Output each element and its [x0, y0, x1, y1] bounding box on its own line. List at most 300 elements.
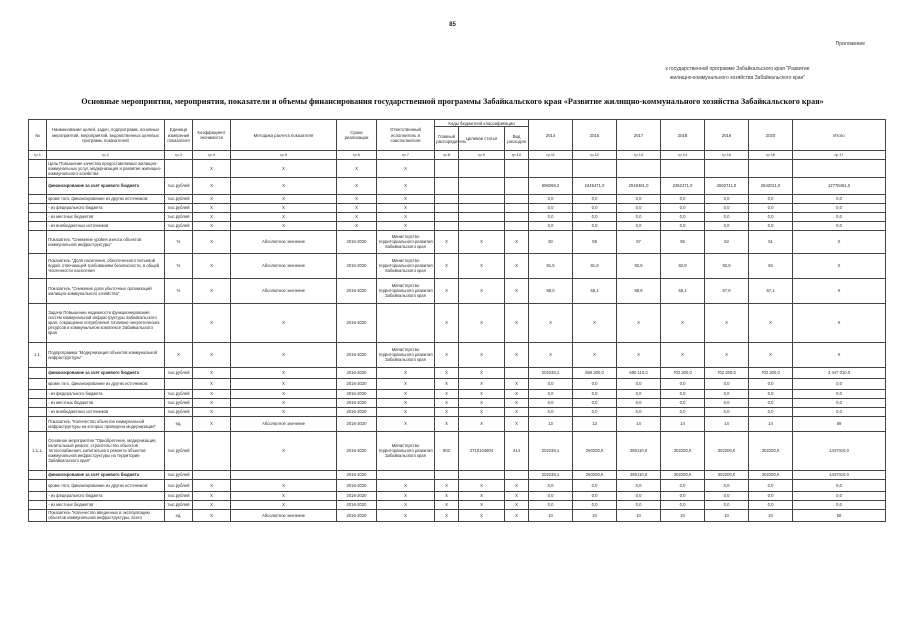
- header-year-2020: 2020: [749, 120, 793, 151]
- row-code-manager: Х: [435, 278, 459, 303]
- row-method: Х: [231, 407, 337, 416]
- row-year-value: [529, 160, 573, 177]
- row-num: [29, 303, 47, 342]
- row-coef: Х: [193, 194, 231, 203]
- row-name: Показатель "Снижение доли убыточных организаций жилищно-коммунального хозяйства": [47, 278, 165, 303]
- row-code-expense: Х: [505, 230, 529, 253]
- row-year-value: 0,0: [617, 407, 661, 416]
- row-num: [29, 407, 47, 416]
- row-year-value: [661, 160, 705, 177]
- row-code-manager: Х: [435, 342, 459, 367]
- row-responsible: Х: [377, 389, 435, 398]
- row-responsible: Х: [377, 212, 435, 221]
- row-responsible: [377, 470, 435, 479]
- row-coef: Х: [193, 212, 231, 221]
- row-code-article: [459, 160, 505, 177]
- column-number: гр.16: [749, 151, 793, 160]
- row-code-manager: Х: [435, 253, 459, 278]
- row-unit: тыс.рублей: [165, 203, 193, 212]
- row-code-expense: [505, 160, 529, 177]
- row-coef: Х: [193, 479, 231, 491]
- row-total: 0,0: [793, 378, 886, 389]
- row-method: Х: [231, 194, 337, 203]
- row-num: [29, 194, 47, 203]
- row-coef: Х: [193, 416, 231, 431]
- header-code-article: Целевая статья: [459, 127, 505, 151]
- row-num: [29, 367, 47, 378]
- row-code-article: Х: [459, 378, 505, 389]
- row-total: Х: [793, 230, 886, 253]
- row-code-expense: Х: [505, 416, 529, 431]
- row-code-manager: [435, 470, 459, 479]
- row-year-value: 0,0: [661, 221, 705, 230]
- row-year-value: 0,0: [573, 479, 617, 491]
- row-name: Цель Повышение качества предоставляемых жилищно-коммунальных услуг, модернизация и развитие жилищно-коммунального хозяйства: [47, 160, 165, 177]
- row-term: Х: [337, 221, 377, 230]
- row-method: Х: [231, 177, 337, 194]
- row-year-value: 202248,1: [529, 431, 573, 470]
- row-code-manager: [435, 177, 459, 194]
- column-number: гр.13: [617, 151, 661, 160]
- table-row: [29, 221, 886, 230]
- header-method: Методика расчета показателя: [231, 120, 337, 151]
- row-unit: тыс.рублей: [165, 212, 193, 221]
- row-year-value: 0,0: [705, 203, 749, 212]
- row-year-value: Х: [661, 303, 705, 342]
- row-term: 2016-2020: [337, 367, 377, 378]
- column-number: гр.14: [661, 151, 705, 160]
- row-year-value: Х: [529, 342, 573, 367]
- row-unit: тыс.рублей: [165, 479, 193, 491]
- row-year-value: 53: [705, 230, 749, 253]
- row-year-value: 81,5: [529, 253, 573, 278]
- row-name: финансирование за счет краевого бюджета: [47, 177, 165, 194]
- row-code-manager: Х: [435, 500, 459, 509]
- row-year-value: 0,0: [529, 203, 573, 212]
- column-number: гр.7: [377, 151, 435, 160]
- row-year-value: 0,0: [529, 500, 573, 509]
- column-number: гр.1: [29, 151, 47, 160]
- table-row: [29, 431, 886, 470]
- row-total: 3 447 010,0: [793, 367, 886, 378]
- row-total: Х: [793, 303, 886, 342]
- row-year-value: 702 200,0: [705, 367, 749, 378]
- header-num: №: [29, 120, 47, 151]
- row-code-manager: [435, 212, 459, 221]
- row-unit: [165, 160, 193, 177]
- row-responsible: Министерство территориального развития Забайкальского края: [377, 253, 435, 278]
- row-year-value: 14: [661, 416, 705, 431]
- row-year-value: Х: [529, 303, 573, 342]
- row-unit: %: [165, 230, 193, 253]
- row-method: Абсолютное значение: [231, 416, 337, 431]
- row-year-value: 0,0: [573, 221, 617, 230]
- row-year-value: 0,0: [617, 389, 661, 398]
- row-total: 0,0: [793, 398, 886, 407]
- row-responsible: Х: [377, 203, 435, 212]
- row-term: Х: [337, 160, 377, 177]
- row-total: 1447010,0: [793, 470, 886, 479]
- row-code-article: Х: [459, 253, 505, 278]
- row-code-expense: Х: [505, 378, 529, 389]
- row-responsible: [377, 303, 435, 342]
- row-year-value: 0,0: [749, 194, 793, 203]
- row-method: Х: [231, 398, 337, 407]
- row-coef: Х: [193, 367, 231, 378]
- row-responsible: Министерство территориального развития Забайкальского края: [377, 431, 435, 470]
- row-year-value: 57,8: [705, 278, 749, 303]
- row-year-value: 0,0: [705, 212, 749, 221]
- row-unit: тыс.рублей: [165, 389, 193, 398]
- row-year-value: 60: [529, 230, 573, 253]
- row-coef: Х: [193, 221, 231, 230]
- row-unit: %: [165, 278, 193, 303]
- row-term: 2016-2020: [337, 398, 377, 407]
- row-year-value: 0,0: [661, 500, 705, 509]
- row-year-value: 0,0: [661, 212, 705, 221]
- row-year-value: 0,0: [529, 194, 573, 203]
- row-num: [29, 253, 47, 278]
- column-number: гр.5: [231, 151, 337, 160]
- row-coef: Х: [193, 177, 231, 194]
- row-year-value: 302200,0: [661, 431, 705, 470]
- row-code-article: Х: [459, 491, 505, 500]
- row-term: 2016-2020: [337, 303, 377, 342]
- row-year-value: 10: [617, 509, 661, 521]
- row-code-expense: [505, 367, 529, 378]
- row-coef: Х: [193, 509, 231, 521]
- row-responsible: Х: [377, 160, 435, 177]
- row-year-value: 290110,0: [617, 470, 661, 479]
- row-method: [231, 470, 337, 479]
- row-unit: тыс.рублей: [165, 221, 193, 230]
- row-year-value: 10: [749, 509, 793, 521]
- row-year-value: 0,0: [573, 378, 617, 389]
- row-code-expense: Х: [505, 303, 529, 342]
- row-total: 0,0: [793, 407, 886, 416]
- row-year-value: 82,6: [617, 253, 661, 278]
- row-year-value: 302200,0: [749, 470, 793, 479]
- row-num: [29, 278, 47, 303]
- row-name: Подпрограмма "Модернизация объектов коммунальной инфраструктуры": [47, 342, 165, 367]
- row-year-value: 0,0: [573, 500, 617, 509]
- row-responsible: Х: [377, 416, 435, 431]
- row-method: Абсолютное значение: [231, 253, 337, 278]
- column-number: гр.8: [435, 151, 459, 160]
- row-total: 12778461,0: [793, 177, 886, 194]
- row-year-value: 58,6: [617, 278, 661, 303]
- row-responsible: Министерство территориального развития Забайкальского края: [377, 230, 435, 253]
- column-number: гр.11: [529, 151, 573, 160]
- row-year-value: [573, 160, 617, 177]
- row-year-value: 690 110,0: [617, 367, 661, 378]
- row-code-manager: [435, 194, 459, 203]
- row-year-value: 0,0: [705, 398, 749, 407]
- row-code-article: 2710104904: [459, 431, 505, 470]
- row-year-value: Х: [661, 342, 705, 367]
- row-name: - из внебюджетных источников: [47, 221, 165, 230]
- table-row: [29, 398, 886, 407]
- row-year-value: 0,0: [529, 479, 573, 491]
- row-name: - из местных бюджетов: [47, 398, 165, 407]
- row-total: Х: [793, 342, 886, 367]
- row-year-value: 0,0: [617, 491, 661, 500]
- row-method: Х: [231, 378, 337, 389]
- row-year-value: 14: [617, 416, 661, 431]
- table-row: [29, 203, 886, 212]
- row-year-value: 202248,1: [529, 367, 573, 378]
- header-year-2017: 2017: [617, 120, 661, 151]
- row-year-value: 0,0: [529, 389, 573, 398]
- row-code-expense: [505, 203, 529, 212]
- row-code-expense: [505, 177, 529, 194]
- row-total: 0,0: [793, 500, 886, 509]
- row-year-value: 0,0: [705, 500, 749, 509]
- row-year-value: Х: [573, 342, 617, 367]
- row-unit: %: [165, 253, 193, 278]
- row-method: Х: [231, 479, 337, 491]
- row-year-value: 0,0: [573, 407, 617, 416]
- row-term: 2016-2020: [337, 253, 377, 278]
- row-year-value: 51: [749, 230, 793, 253]
- row-responsible: Х: [377, 407, 435, 416]
- row-name: Основное мероприятие "Приобретение, модернизация, капитальный ремонт, строительство объектов теплоснабжения, капитального ремонта объектов коммунальной инфраструктуры на территории Забайкальского края": [47, 431, 165, 470]
- attachment-line-2: к государственной программе Забайкальского края "Развитие: [665, 66, 810, 72]
- row-unit: [165, 303, 193, 342]
- row-year-value: 0,0: [749, 407, 793, 416]
- column-number: гр.10: [505, 151, 529, 160]
- row-coef: Х: [193, 407, 231, 416]
- row-num: 1.1.: [29, 342, 47, 367]
- row-code-expense: Х: [505, 407, 529, 416]
- row-year-value: 0,0: [529, 221, 573, 230]
- row-unit: ед.: [165, 416, 193, 431]
- row-responsible: Х: [377, 221, 435, 230]
- row-unit: тыс.рублей: [165, 470, 193, 479]
- row-code-manager: Х: [435, 367, 459, 378]
- row-year-value: Х: [705, 303, 749, 342]
- row-unit: тыс.рублей: [165, 177, 193, 194]
- row-year-value: 0,0: [749, 203, 793, 212]
- row-unit: тыс.рублей: [165, 194, 193, 203]
- header-responsible: Ответственный исполнитель и соисполнители: [377, 120, 435, 151]
- row-method: Х: [231, 431, 337, 470]
- row-name: - из внебюджетных источников: [47, 407, 165, 416]
- header-term: Сроки реализации: [337, 120, 377, 151]
- row-total: 0,0: [793, 389, 886, 398]
- row-code-expense: [505, 470, 529, 479]
- row-responsible: Х: [377, 398, 435, 407]
- row-method: Х: [231, 367, 337, 378]
- row-coef: Х: [193, 378, 231, 389]
- row-total: 50: [793, 509, 886, 521]
- row-unit: тыс.рублей: [165, 431, 193, 470]
- row-responsible: Х: [377, 367, 435, 378]
- row-total: 69: [793, 416, 886, 431]
- row-term: 2016-2020: [337, 470, 377, 479]
- table-body: [29, 151, 886, 522]
- table-row: [29, 389, 886, 398]
- row-num: [29, 203, 47, 212]
- row-method: Х: [231, 342, 337, 367]
- row-unit: тыс.рублей: [165, 398, 193, 407]
- row-total: 0,0: [793, 203, 886, 212]
- header-year-2014: 2014: [529, 120, 573, 151]
- table-row: [29, 509, 886, 521]
- row-code-expense: Х: [505, 342, 529, 367]
- row-code-expense: Х: [505, 253, 529, 278]
- row-term: 2016-2020: [337, 342, 377, 367]
- row-term: Х: [337, 194, 377, 203]
- row-code-expense: Х: [505, 278, 529, 303]
- row-unit: тыс.рублей: [165, 500, 193, 509]
- table-row: [29, 479, 886, 491]
- row-code-expense: Х: [505, 389, 529, 398]
- header-budget-codes: Коды бюджетной классификации: [435, 120, 529, 127]
- row-year-value: 0,0: [529, 491, 573, 500]
- row-method: Х: [231, 389, 337, 398]
- header-code-manager: Главный распорядитель: [435, 127, 459, 151]
- row-code-manager: 902: [435, 431, 459, 470]
- table-row: [29, 407, 886, 416]
- header-year-2018: 2018: [661, 120, 705, 151]
- row-code-article: Х: [459, 389, 505, 398]
- attachment-line-1: Приложение: [835, 41, 865, 47]
- row-year-value: [749, 160, 793, 177]
- row-year-value: 0,0: [749, 212, 793, 221]
- row-name: Задача Повышение надежности функционирования систем коммунальной инфраструктуры Забайкальского края, сокращение потребления топливно-энергетических ресурсов в коммунальном комплексе Забайкальского края: [47, 303, 165, 342]
- row-year-value: 0,0: [749, 491, 793, 500]
- header-year-2019: 2019: [705, 120, 749, 151]
- row-year-value: 0,0: [749, 500, 793, 509]
- column-number: гр.6: [337, 151, 377, 160]
- row-year-value: 0,0: [661, 389, 705, 398]
- row-num: [29, 230, 47, 253]
- row-year-value: 250200,0: [573, 470, 617, 479]
- row-num: 1.1.1.: [29, 431, 47, 470]
- row-code-article: Х: [459, 398, 505, 407]
- row-method: Абсолютное значение: [231, 278, 337, 303]
- row-code-article: Х: [459, 367, 505, 378]
- row-method: Х: [231, 160, 337, 177]
- row-year-value: 0,0: [529, 398, 573, 407]
- row-year-value: 0,0: [661, 378, 705, 389]
- row-term: 2016-2020: [337, 431, 377, 470]
- row-unit: [165, 378, 193, 389]
- table-row: [29, 491, 886, 500]
- page-number: 85: [449, 22, 456, 28]
- row-coef: Х: [193, 342, 231, 367]
- table-row: [29, 253, 886, 278]
- row-code-article: [459, 194, 505, 203]
- row-year-value: 10: [705, 509, 749, 521]
- row-year-value: 13: [529, 416, 573, 431]
- row-responsible: Х: [377, 500, 435, 509]
- row-method: Х: [231, 203, 337, 212]
- row-code-expense: Х: [505, 491, 529, 500]
- row-year-value: Х: [617, 303, 661, 342]
- row-term: 2016-2020: [337, 389, 377, 398]
- header-code-expense: Вид расходов: [505, 127, 529, 151]
- row-term: 2016-2020: [337, 230, 377, 253]
- row-code-manager: [435, 221, 459, 230]
- row-year-value: 0,0: [661, 479, 705, 491]
- row-year-value: 0,0: [529, 212, 573, 221]
- table-row: [29, 367, 886, 378]
- row-name: - из федерального бюджета: [47, 491, 165, 500]
- row-year-value: 0,0: [705, 221, 749, 230]
- row-coef: Х: [193, 500, 231, 509]
- row-code-manager: Х: [435, 378, 459, 389]
- row-method: Х: [231, 491, 337, 500]
- row-code-article: Х: [459, 303, 505, 342]
- row-num: [29, 221, 47, 230]
- row-name: кроме того, финансирование из других источников:: [47, 479, 165, 491]
- document-title: Основные мероприятия, мероприятия, показатели и объемы финансирования государственной программы Забайкальского края «Развитие жилищно-коммунального хозяйства Забайкальского края»: [81, 97, 824, 106]
- row-year-value: 55: [661, 230, 705, 253]
- row-term: 2016-2020: [337, 500, 377, 509]
- row-responsible: Х: [377, 194, 435, 203]
- row-responsible: Министерство территориального развития Забайкальского края: [377, 278, 435, 303]
- row-name: финансирование за счет краевого бюджета: [47, 470, 165, 479]
- row-year-value: 0,0: [617, 479, 661, 491]
- row-year-value: 10: [573, 509, 617, 521]
- row-code-article: Х: [459, 278, 505, 303]
- row-year-value: 81,8: [573, 253, 617, 278]
- row-year-value: 2519481,0: [617, 177, 661, 194]
- table-row: [29, 416, 886, 431]
- row-year-value: 0,0: [661, 407, 705, 416]
- row-year-value: 0,0: [661, 491, 705, 500]
- row-code-manager: Х: [435, 416, 459, 431]
- row-num: [29, 212, 47, 221]
- row-name: - из федерального бюджета: [47, 203, 165, 212]
- row-num: [29, 177, 47, 194]
- row-year-value: 0,0: [749, 389, 793, 398]
- financing-table: [28, 119, 886, 522]
- row-year-value: 0,0: [573, 389, 617, 398]
- row-coef: Х: [193, 253, 231, 278]
- row-year-value: 0,0: [617, 398, 661, 407]
- column-number: гр.12: [573, 151, 617, 160]
- row-year-value: 10: [529, 509, 573, 521]
- row-code-article: [459, 470, 505, 479]
- row-unit: тыс.рублей: [165, 367, 193, 378]
- row-year-value: 84: [749, 253, 793, 278]
- row-code-manager: [435, 160, 459, 177]
- row-num: [29, 509, 47, 521]
- row-coef: [193, 431, 231, 470]
- row-year-value: 0,0: [705, 378, 749, 389]
- row-coef: [193, 470, 231, 479]
- row-year-value: 14: [749, 416, 793, 431]
- row-coef: Х: [193, 278, 231, 303]
- column-number: гр.2: [47, 151, 165, 160]
- row-year-value: 0,0: [573, 491, 617, 500]
- row-year-value: Х: [749, 303, 793, 342]
- header-year-2015: 2015: [573, 120, 617, 151]
- row-year-value: 202248,1: [529, 470, 573, 479]
- row-year-value: 0,0: [617, 378, 661, 389]
- row-method: Х: [231, 221, 337, 230]
- row-code-article: [459, 212, 505, 221]
- row-code-article: [459, 221, 505, 230]
- row-year-value: 302200,0: [705, 431, 749, 470]
- row-total: Х: [793, 253, 886, 278]
- row-year-value: 0,0: [617, 500, 661, 509]
- row-name: Показатель "Количество объектов коммунальной инфраструктуры на которых проведена модернизация": [47, 416, 165, 431]
- row-year-value: 250200,0: [573, 431, 617, 470]
